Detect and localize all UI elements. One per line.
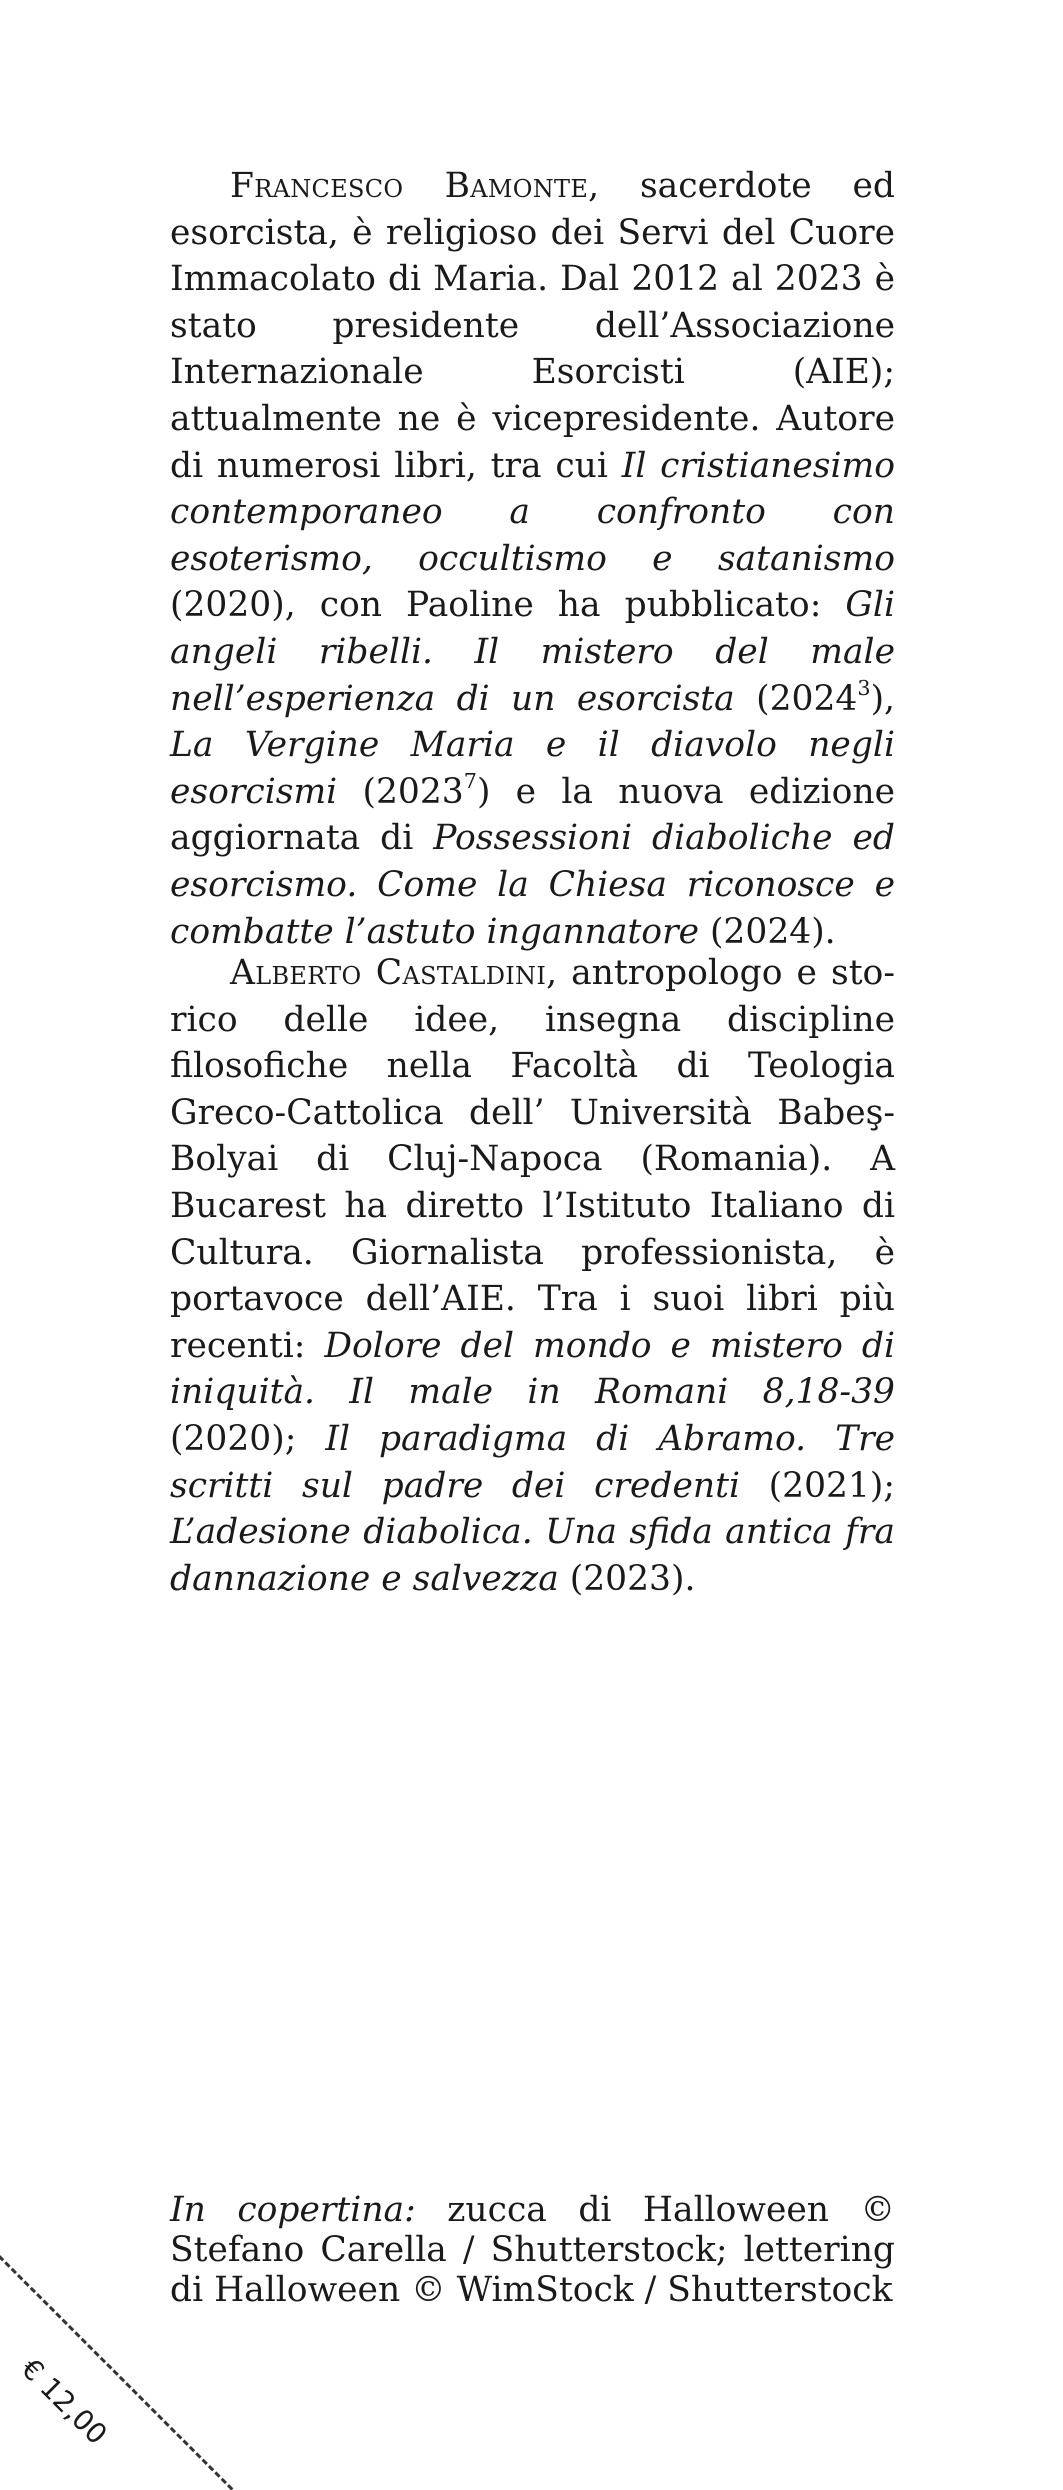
cover-credits [170,2190,895,2310]
book-title: Gli angeli ribelli. Il mistero del male nell’esperienza di un esorcista [170,585,895,719]
bio-text: (2020); [170,1418,326,1459]
bio-text: (2023 [337,771,464,812]
bio-francesco-bamonte [170,163,895,955]
bio-text: (2020), con Paoline ha pubblicato: [170,585,846,626]
author-name: Alberto Castaldini [230,953,547,993]
bio-text: , sacerdote ed esorcista, è religioso dei Servi del Cuore Immacolato di Maria. Dal 2012 al 2023 è stato presidente dell’Associazione Internazionale Esorcisti (AIE); attualmente ne è vicepresidente. Autore di numerosi libri, tra cui [170,166,895,486]
book-title: Il cristianesimo contemporaneo a confronto con esoterismo, occultismo e satanismo [170,445,895,579]
bio-alberto-castaldini [170,950,895,1602]
bio-text: ), [870,678,895,719]
author-name: Francesco Bamonte [230,166,589,206]
credits-text: zucca di Halloween © Stefano Carella / Shutterstock; lettering di Halloween © WimStock / Shutterstock [170,2190,895,2310]
edition-number: 7 [463,769,477,794]
price-label: € 12,00 [14,2352,114,2451]
bio-text: ) e la nuova edizione aggiornata di [170,771,895,859]
bio-text: (2021); [739,1465,895,1506]
credits-label: In copertina: [170,2190,416,2230]
book-title: L’adesione diabolica. Una sfida antica fra dannazione e salvezza [170,1512,895,1599]
edition-number: 3 [857,675,871,700]
bio-text: , antropologo e storico delle idee, insegna discipline filosofiche nella Facoltà di Teologia Greco-Cattolica dell’ Università Babeş-Bolyai di Cluj-Napoca (Romania). A Bucarest ha diretto l’Istituto Italiano di Cultura. Giornalista professionista, è portavoce dell’AIE. Tra i suoi libri più recenti: [170,953,895,1366]
bio-text: (2024). [699,911,836,952]
bio-text: (2023). [558,1558,696,1599]
book-title: Possessioni diaboliche ed esorcismo. Come la Chiesa riconosce e combatte l’astuto ingannatore [170,818,896,952]
bio-text: (2024 [734,678,858,719]
book-title: Dolore del mondo e mistero di iniquità. Il male in Romani 8,18-39 [170,1325,896,1413]
book-title: Il paradigma di Abramo. Tre scritti sul padre dei credenti [170,1418,895,1506]
book-title: La Vergine Maria e il diavolo negli esorcismi [170,725,895,812]
